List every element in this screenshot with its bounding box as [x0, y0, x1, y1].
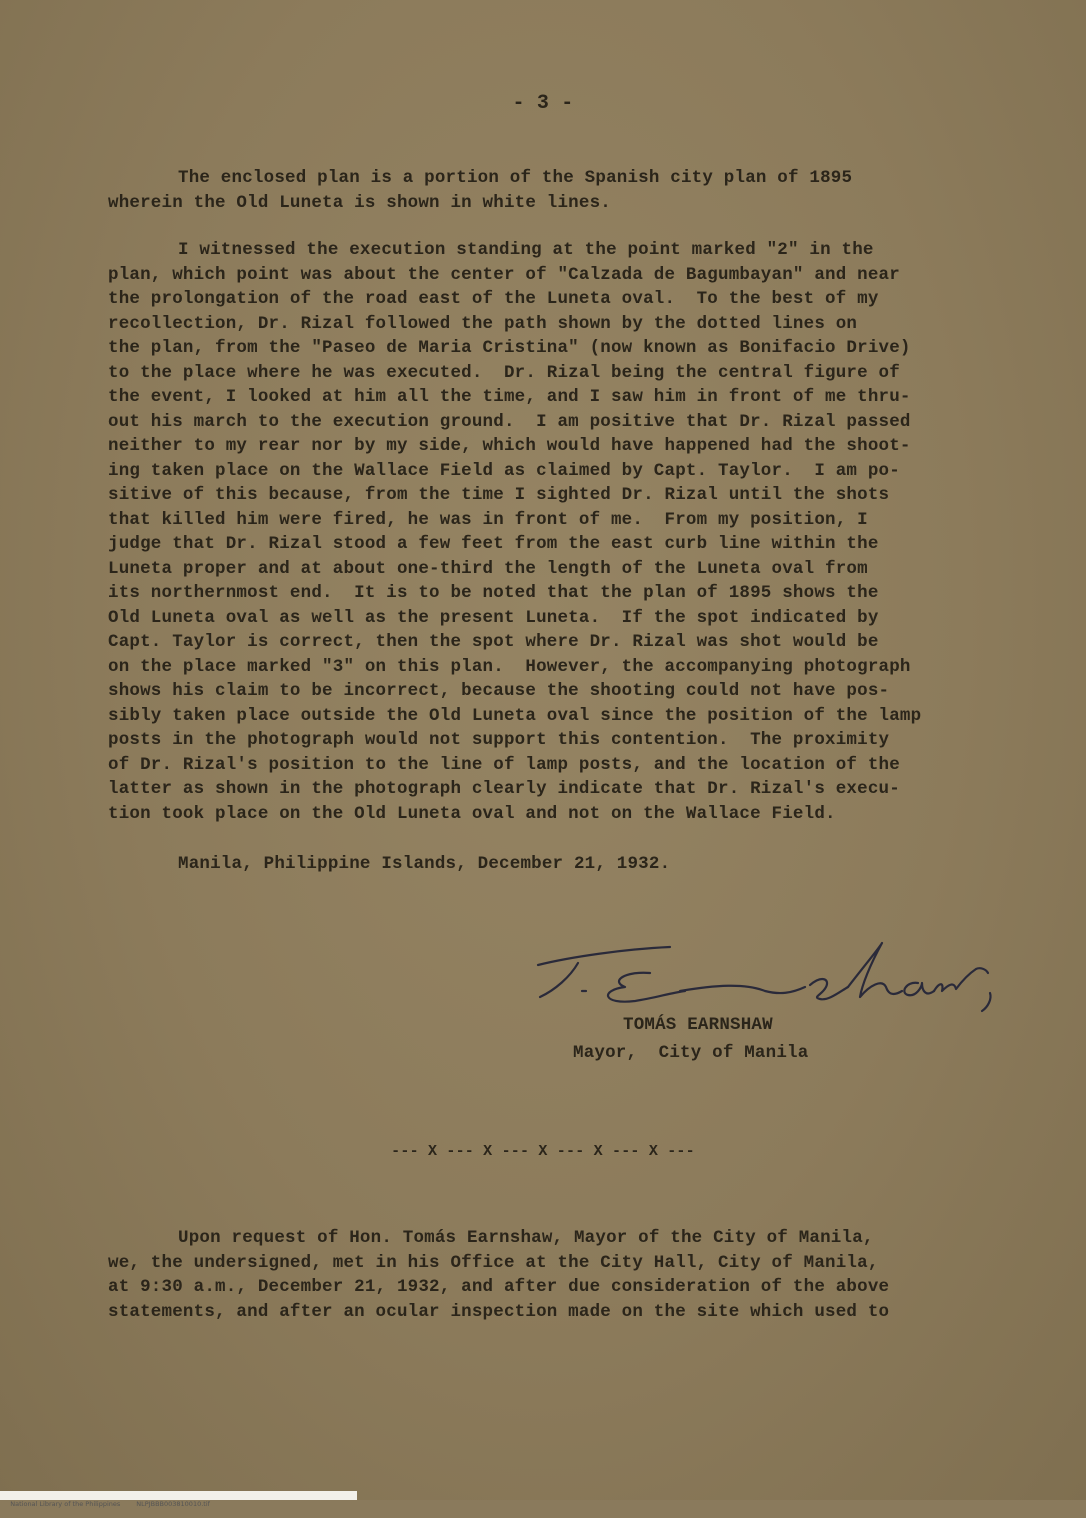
text-line: latter as shown in the photograph clearly indicate that Dr. Rizal's execu- — [108, 779, 900, 799]
section-separator: --- X --- X --- X --- X --- X --- — [391, 1143, 695, 1160]
text-line: statements, and after an ocular inspection made on the site which used to — [108, 1301, 890, 1322]
text-line: Upon request of Hon. Tomás Earnshaw, Mayor of the City of Manila, — [178, 1228, 874, 1248]
text-line: on the place marked "3" on this plan. However, the accompanying photograph — [108, 656, 911, 677]
text-line: the event, I looked at him all the time, and I saw him in front of me thru- — [108, 387, 911, 407]
text-line: that killed him were fired, he was in front of me. From my position, I — [108, 509, 868, 530]
text-line: recollection, Dr. Rizal followed the path shown by the dotted lines on — [108, 313, 858, 334]
text-line: The enclosed plan is a portion of the Spanish city plan of 1895 — [178, 168, 853, 188]
text-line: sibly taken place outside the Old Luneta oval since the position of the lamp — [108, 705, 922, 726]
text-line: neither to my rear nor by my side, which would have happened had the shoot- — [108, 436, 911, 456]
dateline — [108, 852, 1008, 877]
text-line: wherein the Old Luneta is shown in white lines. — [108, 192, 611, 213]
text-line: shows his claim to be incorrect, because the shooting could not have pos- — [108, 681, 890, 701]
text-line: at 9:30 a.m., December 21, 1932, and after due consideration of the above — [108, 1277, 890, 1297]
signatory-title: Mayor, City of Manila — [573, 1043, 809, 1063]
page-number: - 3 - — [512, 92, 574, 115]
text-line: judge that Dr. Rizal stood a few feet from the east curb line within the — [108, 534, 879, 554]
dateline-text: Manila, Philippine Islands, December 21, 1932. — [178, 854, 671, 874]
text-line: to the place where he was executed. Dr. Rizal being the central figure of — [108, 362, 900, 383]
text-line: the plan, from the "Paseo de Maria Cristina" (now known as Bonifacio Drive) — [108, 338, 911, 358]
text-line: I witnessed the execution standing at the point marked "2" in the — [178, 240, 874, 260]
text-line: we, the undersigned, met in his Office at the City Hall, City of Manila, — [108, 1252, 879, 1273]
paragraph-plan-description — [108, 166, 1008, 215]
signatory-name: TOMÁS EARNSHAW — [623, 1015, 773, 1035]
archive-institution: National Library of the Philippines — [10, 1500, 121, 1508]
text-line: out his march to the execution ground. I am positive that Dr. Rizal passed — [108, 411, 911, 432]
text-line: the prolongation of the road east of the Luneta oval. To the best of my — [108, 289, 879, 309]
archive-file-id: NLPJBBB003810010.tif — [136, 1500, 210, 1508]
paragraph-witness-statement — [108, 238, 1008, 826]
text-line: posts in the photograph would not support this contention. The proximity — [108, 730, 890, 750]
text-line: sitive of this because, from the time I sighted Dr. Rizal until the shots — [108, 485, 890, 505]
text-line: tion took place on the Old Luneta oval and not on the Wallace Field. — [108, 803, 836, 824]
text-line: ing taken place on the Wallace Field as claimed by Capt. Taylor. I am po- — [108, 460, 900, 481]
text-line: Capt. Taylor is correct, then the spot where Dr. Rizal was shot would be — [108, 632, 879, 652]
text-line: Luneta proper and at about one-third the length of the Luneta oval from — [108, 558, 868, 579]
handwritten-signature — [530, 935, 1010, 1015]
text-line: of Dr. Rizal's position to the line of lamp posts, and the location of the — [108, 754, 900, 775]
archive-footer — [0, 1491, 357, 1508]
text-line: Old Luneta oval as well as the present Luneta. If the spot indicated by — [108, 607, 879, 628]
text-line: plan, which point was about the center of "Calzada de Bagumbayan" and near — [108, 264, 900, 285]
paragraph-request — [108, 1226, 1008, 1324]
text-line: its northernmost end. It is to be noted that the plan of 1895 shows the — [108, 583, 879, 603]
